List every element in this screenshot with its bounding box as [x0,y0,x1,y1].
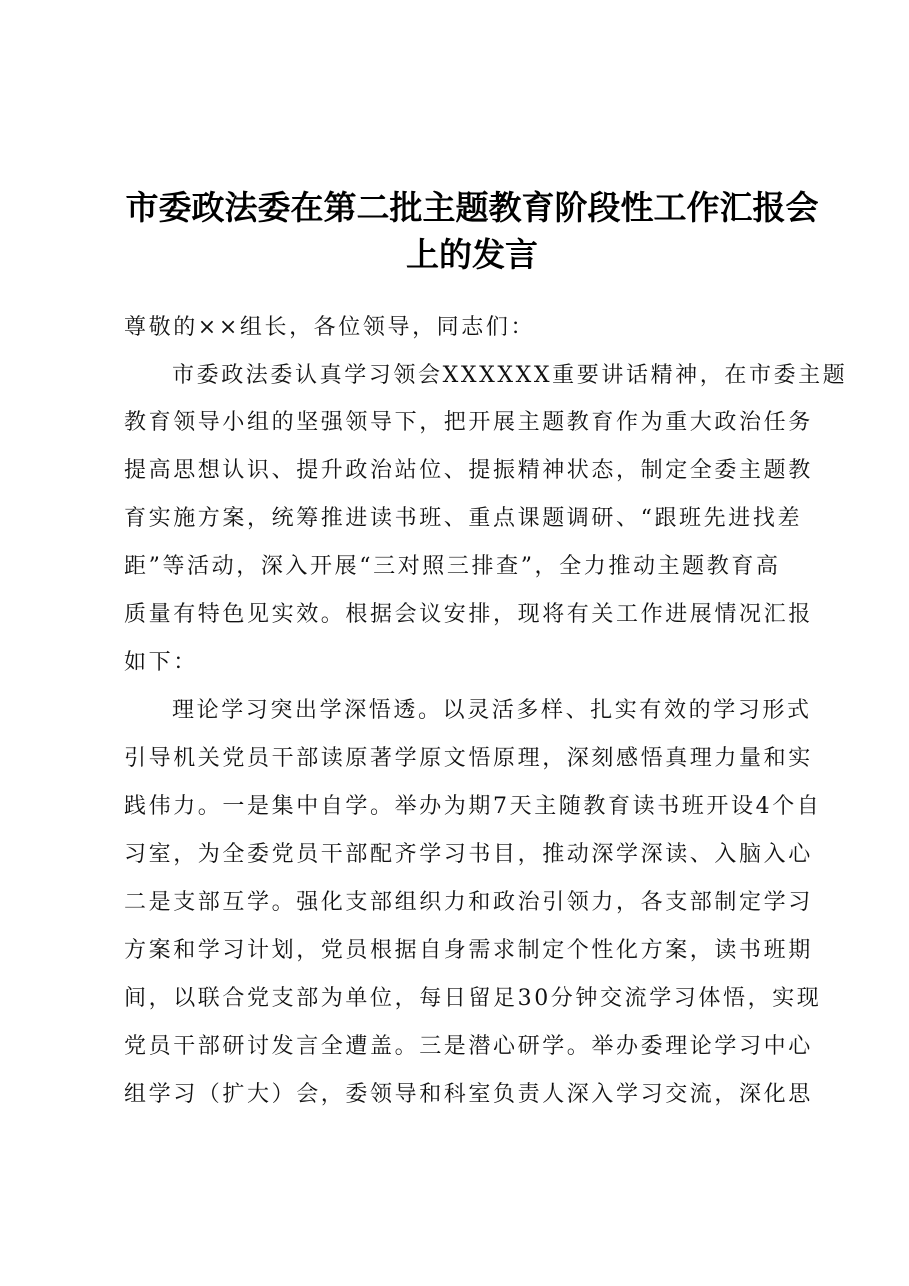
paragraph-line: 距”等活动，深入开展“三对照三排查”，全力推动主题教育高 [124,554,781,579]
paragraph-line: 习室，为全委党员干部配齐学习书目，推动深学深读、入脑入心 [124,842,813,867]
paragraph-line: 引导机关党员干部读原著学原文悟原理，深刻感悟真理力量和实 [124,746,813,771]
paragraph-line: 理论学习突出学深悟透。以灵活多样、扎实有效的学习形式 [172,698,812,723]
paragraph-line: 方案和学习计划，党员根据自身需求制定个性化方案，读书班期 [124,938,813,963]
paragraph-line: 党员干部研讨发言全遭盖。三是潜心研学。举办委理论学习中心 [124,1034,813,1059]
paragraph-line: 教育领导小组的坚强领导下，把开展主题教育作为重大政治任务 [124,410,813,435]
salutation: 尊敬的××组长，各位领导，同志们： [124,315,536,340]
document-title-line-1: 市委政法委在第二批主题教育阶段性工作汇报会 [125,188,819,227]
paragraph-line: 践伟力。一是集中自学。举办为期7天主随教育读书班开设4个自 [124,794,822,819]
paragraph-line: 市委政法委认真学习领会XXXXXX重要讲话精神，在市委主题 [172,363,848,388]
paragraph-line: 提高思想认识、提升政治站位、提振精神状态，制定全委主题教 [124,458,813,483]
paragraph-line: 质量有特色见实效。根据会议安排，现将有关工作进展情况汇报 [124,602,813,627]
paragraph-line: 组学习（扩大）会，委领导和科室负责人深入学习交流，深化思 [124,1082,813,1107]
paragraph-line: 二是支部互学。强化支部组织力和政治引领力，各支部制定学习 [124,890,813,915]
paragraph-line: 间，以联合党支部为单位，每日留足30分钟交流学习体悟，实现 [124,986,822,1011]
document-title-line-2: 上的发言 [406,235,538,274]
paragraph-line: 如下： [124,650,198,675]
paragraph-line: 育实施方案，统筹推进读书班、重点课题调研、“跟班先进找差 [124,506,803,531]
